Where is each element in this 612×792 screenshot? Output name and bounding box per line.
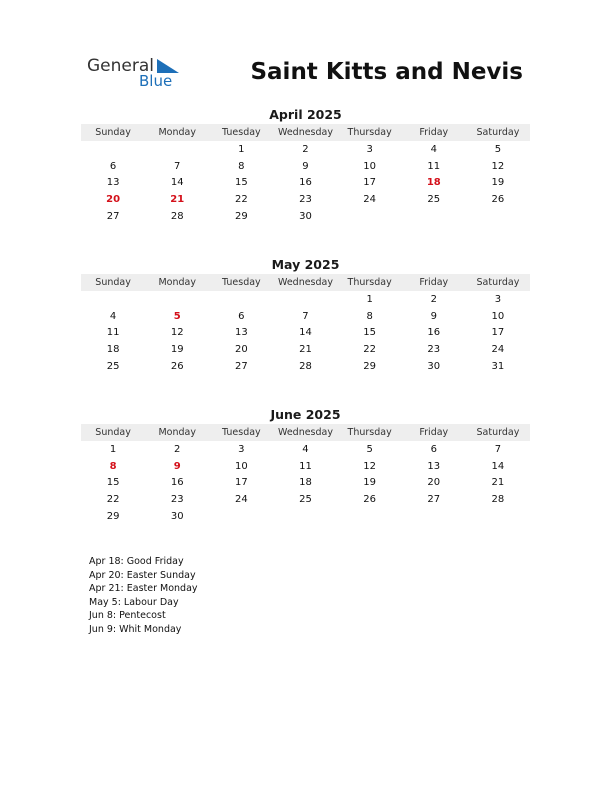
day-cell: 4 (302, 444, 309, 455)
empty-day-cell (81, 292, 145, 309)
day-cell: 20 (427, 477, 441, 489)
holiday-entry: Apr 20: Easter Sunday (89, 569, 196, 581)
day-cell: 22 (363, 344, 376, 356)
month-calendar (81, 406, 530, 525)
day-cell: 22 (106, 494, 120, 506)
day-cell: 4 (430, 144, 437, 155)
day-cell: 8 (109, 460, 117, 472)
day-cell: 25 (427, 194, 441, 206)
day-cell: 14 (299, 327, 312, 339)
day-cell: 19 (363, 477, 376, 489)
day-cell: 23 (299, 194, 312, 206)
day-cell: 28 (491, 494, 505, 506)
weekday-label: Thursday (347, 127, 392, 138)
empty-day-cell (81, 142, 145, 159)
day-cell: 2 (302, 144, 309, 155)
weekday-label: Tuesday (222, 127, 261, 138)
empty-day-cell (145, 292, 209, 309)
day-cell: 13 (234, 327, 248, 339)
day-cell: 18 (426, 177, 441, 189)
day-cell: 31 (491, 360, 505, 372)
day-cell: 21 (170, 194, 185, 206)
day-cell: 12 (170, 327, 184, 339)
empty-day-cell (209, 292, 273, 309)
empty-day-cell (209, 509, 273, 526)
holiday-list (89, 555, 198, 636)
empty-day-cell (273, 292, 337, 309)
day-cell: 8 (238, 160, 245, 172)
weekday-label: Wednesday (277, 277, 333, 288)
weekday-label: Sunday (95, 127, 131, 138)
day-cell: 20 (106, 194, 121, 206)
day-cell: 21 (491, 477, 505, 489)
day-cell: 17 (363, 177, 376, 189)
day-cell: 9 (430, 310, 437, 322)
day-cell: 24 (491, 344, 505, 356)
holiday-entry: May 5: Labour Day (89, 596, 179, 608)
day-cell: 10 (491, 310, 505, 322)
month-calendar (81, 106, 530, 225)
logo-text-general: General (87, 56, 154, 76)
day-cell: 13 (106, 177, 120, 189)
day-cell: 30 (170, 510, 184, 522)
day-cell: 11 (299, 460, 312, 472)
day-grid (81, 442, 530, 525)
holiday-entry: Apr 21: Easter Monday (89, 583, 198, 594)
day-cell: 27 (234, 360, 248, 372)
day-cell: 16 (170, 477, 184, 489)
day-cell: 11 (427, 160, 441, 172)
weekday-label: Wednesday (277, 427, 333, 438)
month-title: June 2025 (270, 407, 341, 422)
day-cell: 7 (174, 160, 181, 172)
day-cell: 25 (106, 360, 120, 372)
day-cell: 19 (170, 344, 184, 356)
day-cell: 6 (109, 160, 117, 172)
weekday-label: Saturday (476, 127, 520, 138)
day-cell: 17 (491, 327, 505, 339)
month-calendar (81, 256, 530, 375)
weekday-header (81, 124, 530, 141)
holiday-entry: Apr 18: Good Friday (89, 556, 184, 567)
day-cell: 26 (363, 494, 376, 506)
weekday-label: Thursday (347, 427, 392, 438)
day-cell: 16 (427, 327, 441, 339)
weekday-label: Saturday (476, 277, 520, 288)
day-cell: 29 (363, 360, 376, 372)
day-cell: 10 (363, 160, 376, 172)
day-cell: 6 (238, 310, 245, 322)
logo-triangle-icon (157, 59, 179, 73)
empty-day-cell (466, 209, 530, 226)
day-cell: 28 (299, 360, 312, 372)
weekday-header (81, 424, 530, 441)
day-cell: 30 (299, 210, 312, 222)
empty-day-cell (402, 209, 466, 226)
day-cell: 5 (366, 444, 373, 455)
day-cell: 3 (366, 144, 373, 155)
weekday-label: Sunday (95, 427, 131, 438)
day-cell: 2 (174, 444, 181, 455)
day-cell: 16 (299, 177, 312, 189)
day-cell: 20 (234, 344, 248, 356)
day-cell: 27 (106, 210, 120, 222)
month-title: May 2025 (271, 257, 340, 272)
day-cell: 29 (106, 510, 120, 522)
day-cell: 26 (170, 360, 184, 372)
day-cell: 23 (427, 344, 441, 356)
day-cell: 5 (173, 310, 181, 322)
day-cell: 26 (491, 194, 505, 206)
day-cell: 18 (299, 477, 312, 489)
logo-text-blue: Blue (139, 72, 173, 90)
weekday-label: Friday (419, 127, 449, 138)
day-cell: 2 (430, 294, 437, 305)
day-cell: 12 (491, 160, 505, 172)
day-grid (81, 292, 530, 375)
day-cell: 14 (170, 177, 184, 189)
weekday-label: Tuesday (222, 427, 261, 438)
day-cell: 17 (234, 477, 248, 489)
day-cell: 7 (494, 444, 502, 455)
empty-day-cell (273, 509, 337, 526)
empty-day-cell (338, 509, 402, 526)
day-cell: 3 (238, 444, 245, 455)
weekday-label: Friday (419, 277, 449, 288)
day-cell: 15 (234, 177, 248, 189)
page-title: Saint Kitts and Nevis (250, 59, 523, 85)
day-cell: 24 (363, 194, 376, 206)
day-cell: 10 (234, 460, 248, 472)
day-cell: 9 (173, 460, 181, 472)
weekday-label: Saturday (476, 427, 520, 438)
day-cell: 19 (491, 177, 505, 189)
day-cell: 23 (170, 494, 184, 506)
day-cell: 12 (363, 460, 376, 472)
day-cell: 1 (238, 144, 245, 155)
day-cell: 25 (299, 494, 312, 506)
holiday-entry: Jun 8: Pentecost (89, 610, 166, 621)
day-cell: 21 (299, 344, 312, 356)
day-cell: 24 (234, 494, 248, 506)
day-cell: 4 (109, 310, 117, 322)
weekday-label: Thursday (347, 277, 392, 288)
empty-day-cell (145, 142, 209, 159)
day-grid (81, 142, 530, 225)
month-title: April 2025 (269, 107, 342, 122)
weekday-label: Tuesday (222, 277, 261, 288)
empty-day-cell (466, 509, 530, 526)
day-cell: 13 (427, 460, 441, 472)
day-cell: 11 (106, 327, 120, 339)
day-cell: 28 (170, 210, 184, 222)
weekday-label: Monday (158, 427, 196, 438)
day-cell: 1 (366, 294, 373, 305)
day-cell: 5 (494, 144, 502, 155)
day-cell: 18 (106, 344, 120, 356)
day-cell: 14 (491, 460, 505, 472)
day-cell: 6 (430, 444, 437, 455)
empty-day-cell (338, 209, 402, 226)
day-cell: 30 (427, 360, 441, 372)
weekday-label: Monday (158, 277, 196, 288)
day-cell: 1 (109, 444, 117, 455)
weekday-label: Sunday (95, 277, 131, 288)
day-cell: 29 (234, 210, 248, 222)
holiday-entry: Jun 9: Whit Monday (89, 623, 182, 635)
weekday-label: Monday (158, 127, 196, 138)
day-cell: 15 (363, 327, 376, 339)
day-cell: 9 (302, 160, 309, 172)
empty-day-cell (402, 509, 466, 526)
day-cell: 15 (106, 477, 120, 489)
logo (87, 56, 187, 92)
weekday-label: Friday (419, 427, 449, 438)
weekday-label: Wednesday (277, 127, 333, 138)
day-cell: 22 (234, 194, 248, 206)
weekday-header (81, 274, 530, 291)
day-cell: 8 (366, 310, 373, 322)
day-cell: 3 (494, 294, 502, 305)
day-cell: 7 (302, 310, 309, 322)
day-cell: 27 (427, 494, 441, 506)
